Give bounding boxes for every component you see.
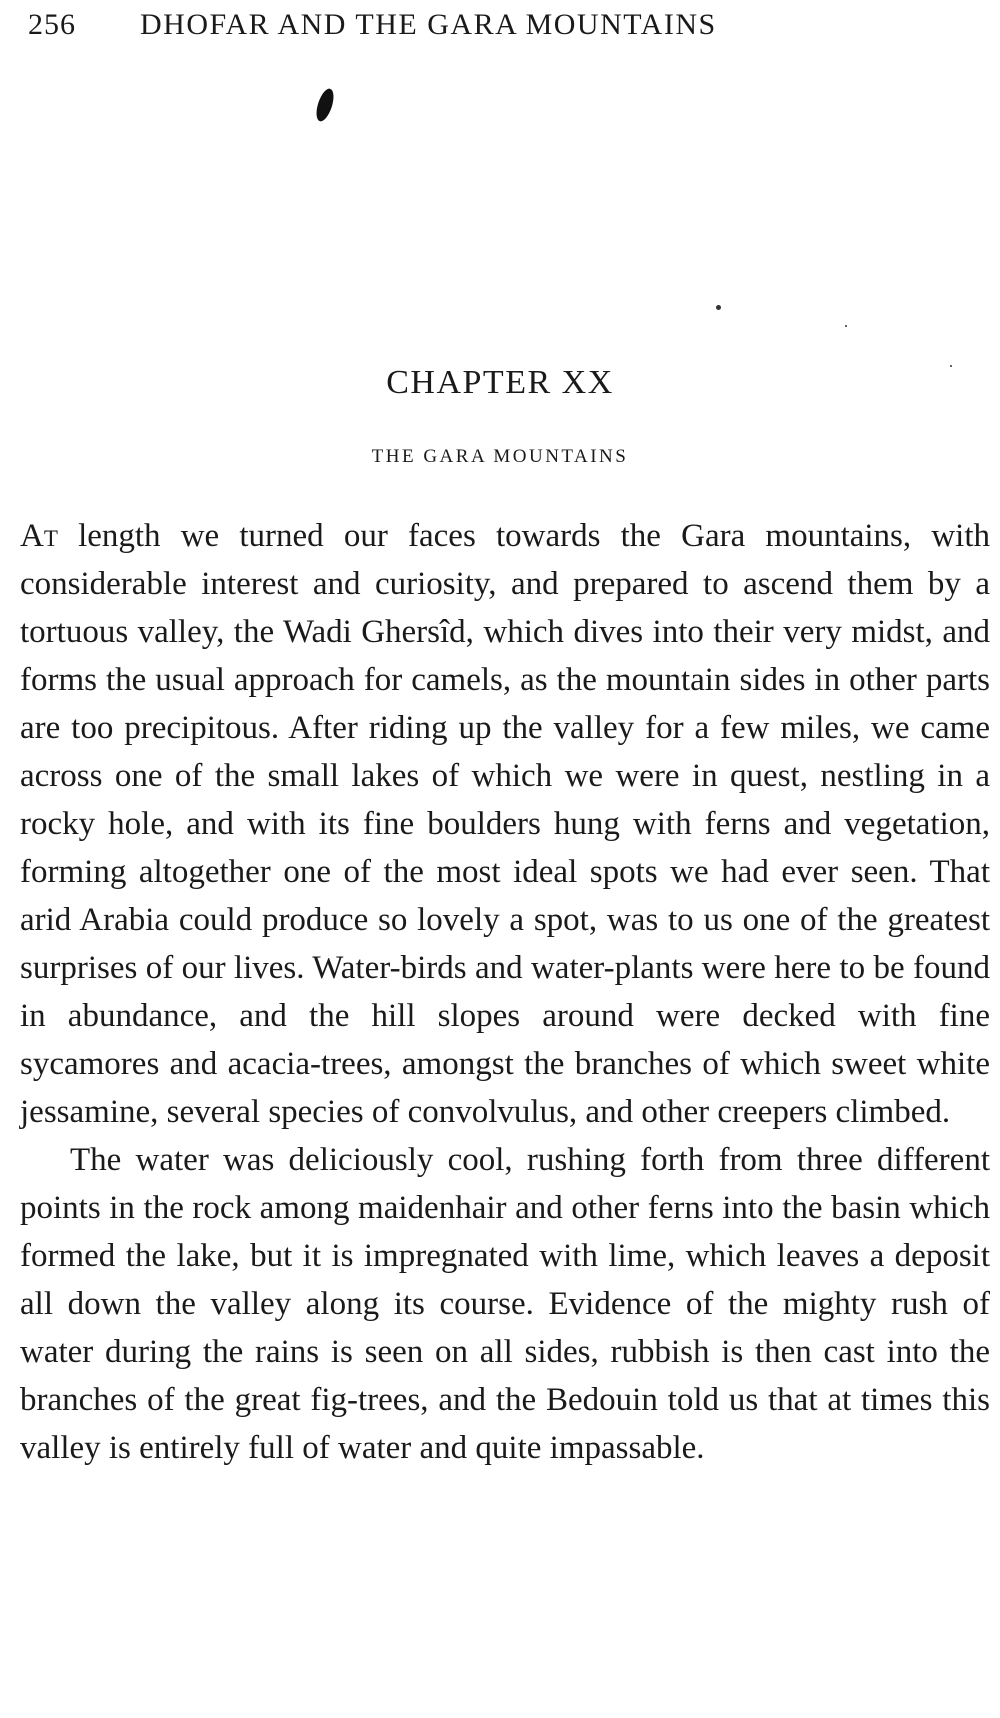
paragraph-1-opening: At bbox=[20, 518, 58, 554]
paragraph-2: The water was deliciously cool, rushing forth from three different points in the rock among maidenhair and other ferns into the basin which formed the lake, but it is impregnated with lime, which leaves a deposit all down the valley along its course. Evidence of the mighty rush of water during the rains is seen on all sides, rubbish is then cast into the branches of the great fig-trees, and the Bedouin told us that at times this valley is entirely full of water and quite impassable. bbox=[20, 1142, 990, 1466]
ink-speck bbox=[716, 305, 721, 310]
running-head bbox=[28, 8, 900, 48]
body-text bbox=[20, 512, 990, 1472]
running-title: DHOFAR AND THE GARA MOUNTAINS bbox=[140, 8, 717, 41]
chapter-heading: CHAPTER XX bbox=[386, 364, 614, 401]
page-number: 256 bbox=[28, 8, 76, 41]
paragraph-1 bbox=[20, 512, 990, 1136]
ink-blot-mark bbox=[313, 87, 337, 124]
ink-speck bbox=[845, 325, 847, 327]
paragraph-1-text: length we turned our faces towards the Gara mountains, with considerable interest and curiosity, and prepared to ascend them by a tortuous valley, the Wadi Ghersîd, which dives into their very midst, and forms the usual approach for camels, as the mountain sides in other parts are too precipitous. After riding up the valley for a few miles, we came across one of the small lakes of which we were in quest, nestling in a rocky hole, and with its fine boulders hung with ferns and vegetation, forming altogether one of the most ideal spots we had ever seen. That arid Arabia could produce so lovely a spot, was to us one of the greatest surprises of our lives. Water-birds and water-plants were here to be found in abundance, and the hill slopes around were decked with fine sycamores and acacia-trees, amongst the branches of which sweet white jessamine, several species of convolvulus, and other creepers climbed. bbox=[20, 518, 990, 1130]
chapter-subtitle: THE GARA MOUNTAINS bbox=[371, 446, 629, 467]
